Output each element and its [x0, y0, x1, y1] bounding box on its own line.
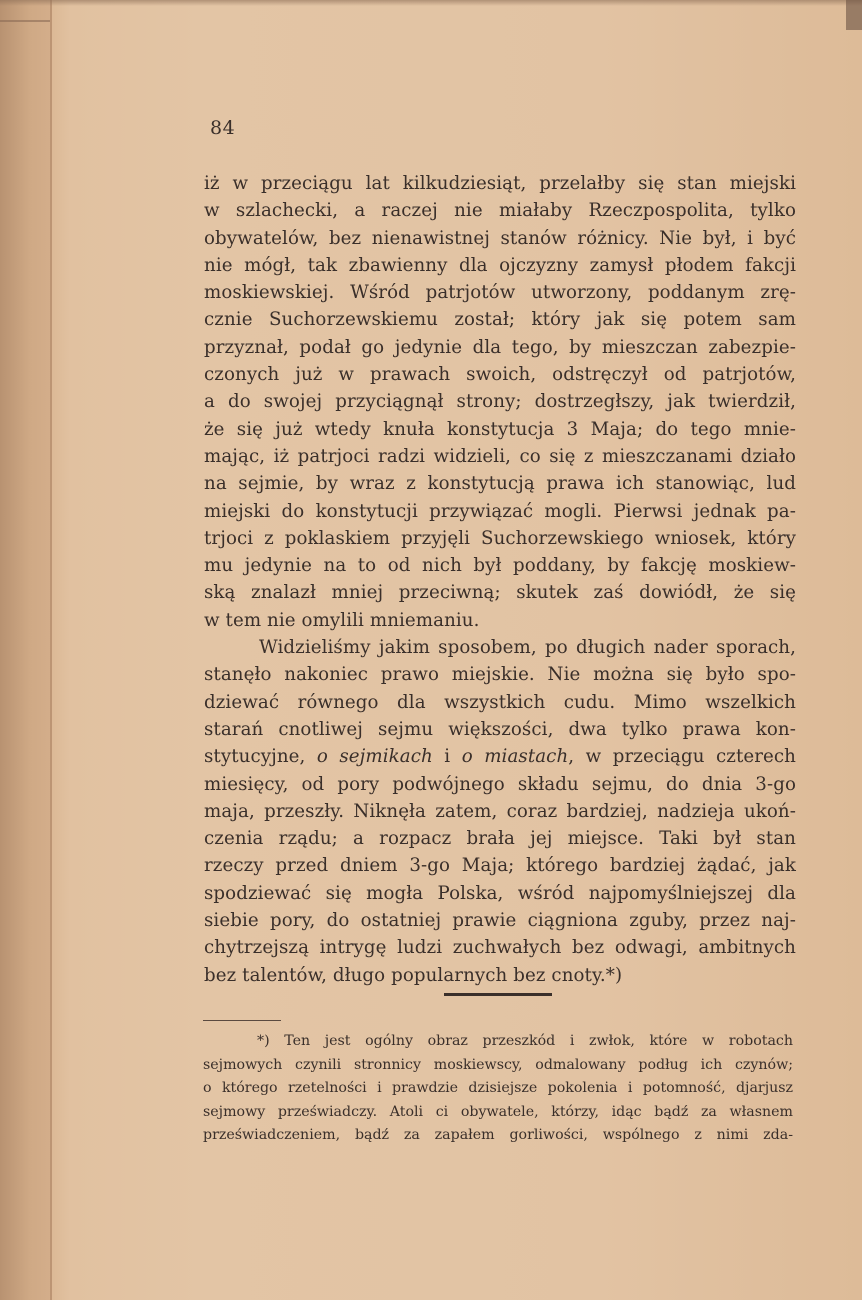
body-text — [204, 170, 796, 989]
text-line: spodziewać się mogła Polska, wśród najpomyślniejszej dla — [204, 882, 796, 904]
text-line: na sejmie, by wraz z konstytucją prawa ich stanowiąc, lud — [204, 473, 796, 495]
italic-title-miasta: o miastach — [461, 746, 569, 768]
text-line: miejski do konstytucji przywiązać mogli. Pierwsi jednak pa- — [204, 500, 796, 522]
line-middle: i — [432, 746, 462, 768]
page-number: 84 — [210, 117, 236, 139]
text-line: dziewać równego dla wszystkich cudu. Mimo wszelkich — [204, 691, 796, 713]
footnote-rule — [203, 1020, 281, 1021]
top-shadow — [0, 0, 862, 6]
footnote-line: *) Ten jest ogólny obraz przeszkód i zwłok, które w robotach — [257, 1033, 793, 1049]
text-line: nie mógł, tak zbawienny dla ojczyzny zamysł płodem fakcji — [204, 254, 796, 276]
text-line: cznie Suchorzewskiemu został; który jak się potem sam — [204, 309, 796, 331]
text-line: ską znalazł mniej przeciwną; skutek zaś dowiódł, że się — [204, 582, 796, 604]
text-line: w tem nie omylili mniemaniu. — [204, 609, 480, 631]
footnote-line: przeświadczeniem, bądź za zapałem gorliwości, wspólnego z nimi zda- — [203, 1127, 793, 1143]
corner-shadow — [846, 0, 862, 30]
text-line: obywatelów, bez nienawistnej stanów różnicy. Nie był, i być — [204, 227, 796, 249]
line-suffix: , w przeciągu czterech — [568, 746, 796, 768]
footnote-line: o którego rzetelności i prawdzie dzisiejsze pokolenia i potomność, djarjusz — [203, 1080, 793, 1096]
text-line: miesięcy, od pory podwójnego składu sejmu, do dnia 3-go — [204, 773, 796, 795]
binding-gutter — [0, 0, 52, 1300]
text-line: bez talentów, długo popularnych bez cnoty.*) — [204, 964, 623, 986]
page-edge — [50, 0, 52, 1300]
text-line: iż w przeciągu lat kilkudziesiąt, przelałby się stan miejski — [204, 173, 796, 194]
text-line: mając, iż patrjoci radzi widzieli, co się z mieszczanami działo — [204, 445, 796, 467]
text-line-with-italics — [204, 743, 796, 770]
text-line: czenia rządu; a rozpacz brała jej miejsce. Taki był stan — [204, 828, 796, 850]
text-line: w szlachecki, a raczej nie miałaby Rzeczpospolita, tylko — [204, 200, 796, 222]
paragraph-start-line: Widzieliśmy jakim sposobem, po długich nader sporach, — [259, 637, 796, 659]
text-line: stanęło nakoniec prawo miejskie. Nie można się było spo- — [204, 664, 796, 686]
italic-title-sejmiki: o sejmikach — [316, 746, 433, 768]
gutter-rule — [0, 20, 50, 22]
text-line: starań cnotliwej sejmu większości, dwa tylko prawa kon- — [204, 718, 796, 740]
text-line: siebie pory, do ostatniej prawie ciągniona zguby, przez naj- — [204, 910, 796, 932]
text-line: czonych już w prawach swoich, odstręczył od patrjotów, — [204, 364, 796, 386]
footnote — [203, 1030, 793, 1148]
text-line: trjoci z poklaskiem przyjęli Suchorzewskiego wniosek, który — [204, 527, 796, 549]
text-line: że się już wtedy knuła konstytucja 3 Maja; do tego mnie- — [204, 418, 796, 440]
line-prefix: stytucyjne, — [204, 746, 317, 768]
text-line: rzeczy przed dniem 3-go Maja; którego bardziej żądać, jak — [204, 855, 796, 877]
footnote-line: sejmowy przeświadczy. Atoli ci obywatele, którzy, idąc bądź za własnem — [203, 1103, 793, 1120]
text-line: maja, przeszły. Niknęła zatem, coraz bardziej, nadzieja ukoń- — [204, 800, 796, 822]
text-line: mu jedynie na to od nich był poddany, by fakcję moskiew- — [204, 555, 796, 577]
text-line: a do swojej przyciągnął strony; dostrzegłszy, jak twierdził, — [204, 391, 796, 413]
section-divider — [444, 993, 552, 996]
text-line: chytrzejszą intrygę ludzi zuchwałych bez odwagi, ambitnych — [204, 937, 796, 959]
text-line: moskiewskiej. Wśród patrjotów utworzony, poddanym zrę- — [204, 282, 796, 304]
footnote-line: sejmowych czynili stronnicy moskiewscy, odmalowany podług ich czynów; — [203, 1056, 793, 1073]
text-line: przyznał, podał go jedynie dla tego, by mieszczan zabezpie- — [204, 336, 796, 358]
